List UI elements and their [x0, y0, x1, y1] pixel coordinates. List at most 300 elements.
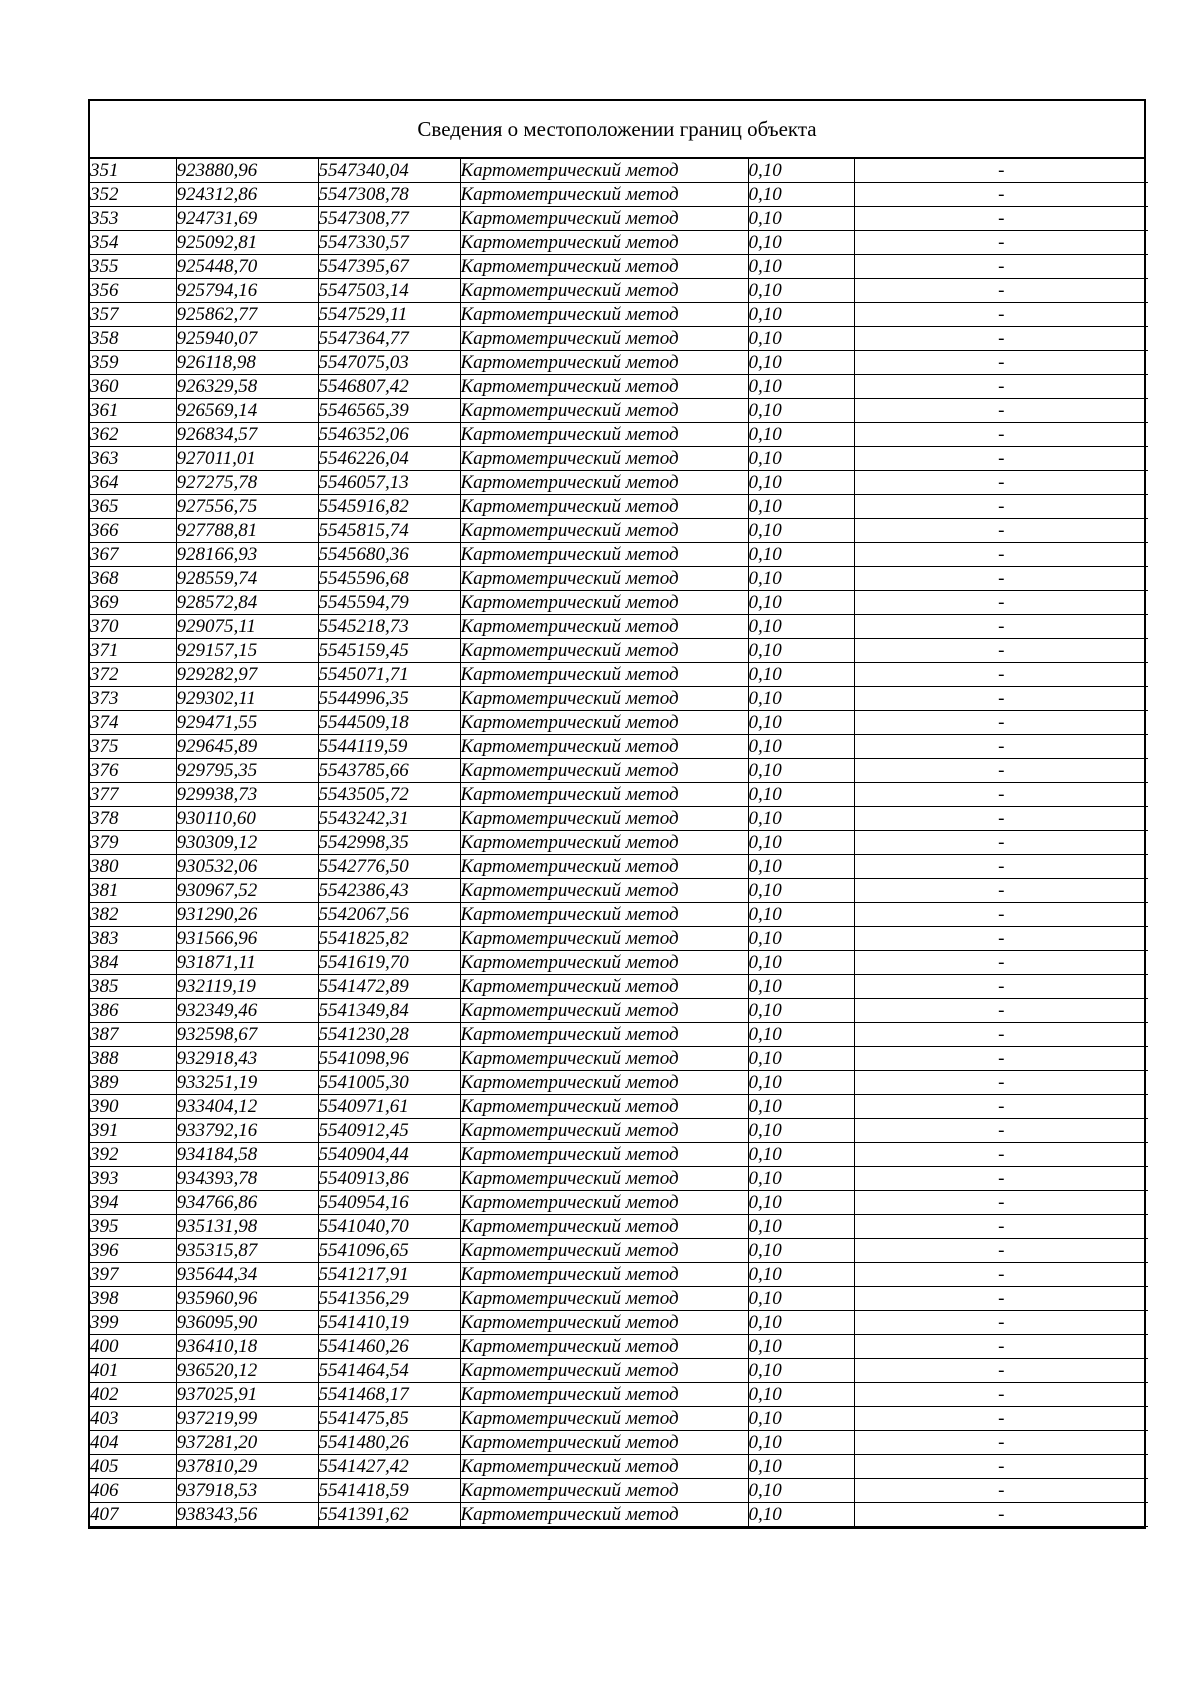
x-coordinate-cell: 925940,07	[176, 327, 318, 351]
description-cell: -	[854, 1503, 1148, 1527]
x-coordinate-cell: 933792,16	[176, 1119, 318, 1143]
description-cell: -	[854, 231, 1148, 255]
point-number-cell: 359	[90, 351, 176, 375]
point-number-cell: 380	[90, 855, 176, 879]
description-cell: -	[854, 1215, 1148, 1239]
description-cell: -	[854, 783, 1148, 807]
table-row	[90, 1359, 1148, 1383]
x-coordinate-cell: 938343,56	[176, 1503, 318, 1527]
y-coordinate-cell: 5543785,66	[318, 759, 460, 783]
accuracy-cell: 0,10	[748, 639, 854, 663]
accuracy-cell: 0,10	[748, 1071, 854, 1095]
method-cell: Картометрический метод	[460, 1167, 748, 1191]
y-coordinate-cell: 5547308,78	[318, 183, 460, 207]
point-number-cell: 385	[90, 975, 176, 999]
x-coordinate-cell: 932119,19	[176, 975, 318, 999]
method-cell: Картометрический метод	[460, 903, 748, 927]
description-cell: -	[854, 1119, 1148, 1143]
description-cell: -	[854, 999, 1148, 1023]
method-cell: Картометрический метод	[460, 1407, 748, 1431]
x-coordinate-cell: 929795,35	[176, 759, 318, 783]
table-row	[90, 951, 1148, 975]
point-number-cell: 373	[90, 687, 176, 711]
point-number-cell: 360	[90, 375, 176, 399]
method-cell: Картометрический метод	[460, 159, 748, 183]
description-cell: -	[854, 759, 1148, 783]
table-row	[90, 495, 1148, 519]
description-cell: -	[854, 423, 1148, 447]
coordinates-table-body	[90, 159, 1148, 1527]
method-cell: Картометрический метод	[460, 1383, 748, 1407]
x-coordinate-cell: 936095,90	[176, 1311, 318, 1335]
y-coordinate-cell: 5540913,86	[318, 1167, 460, 1191]
method-cell: Картометрический метод	[460, 1431, 748, 1455]
x-coordinate-cell: 937219,99	[176, 1407, 318, 1431]
y-coordinate-cell: 5541468,17	[318, 1383, 460, 1407]
y-coordinate-cell: 5543242,31	[318, 807, 460, 831]
y-coordinate-cell: 5547529,11	[318, 303, 460, 327]
point-number-cell: 397	[90, 1263, 176, 1287]
y-coordinate-cell: 5542386,43	[318, 879, 460, 903]
method-cell: Картометрический метод	[460, 1191, 748, 1215]
description-cell: -	[854, 207, 1148, 231]
accuracy-cell: 0,10	[748, 759, 854, 783]
description-cell: -	[854, 159, 1148, 183]
table-row	[90, 399, 1148, 423]
x-coordinate-cell: 929645,89	[176, 735, 318, 759]
y-coordinate-cell: 5547364,77	[318, 327, 460, 351]
x-coordinate-cell: 927275,78	[176, 471, 318, 495]
point-number-cell: 378	[90, 807, 176, 831]
x-coordinate-cell: 925794,16	[176, 279, 318, 303]
accuracy-cell: 0,10	[748, 567, 854, 591]
y-coordinate-cell: 5541619,70	[318, 951, 460, 975]
x-coordinate-cell: 930110,60	[176, 807, 318, 831]
y-coordinate-cell: 5545596,68	[318, 567, 460, 591]
x-coordinate-cell: 935960,96	[176, 1287, 318, 1311]
table-row	[90, 1143, 1148, 1167]
y-coordinate-cell: 5540954,16	[318, 1191, 460, 1215]
method-cell: Картометрический метод	[460, 1023, 748, 1047]
description-cell: -	[854, 591, 1148, 615]
method-cell: Картометрический метод	[460, 759, 748, 783]
x-coordinate-cell: 934184,58	[176, 1143, 318, 1167]
point-number-cell: 371	[90, 639, 176, 663]
description-cell: -	[854, 1047, 1148, 1071]
x-coordinate-cell: 928166,93	[176, 543, 318, 567]
method-cell: Картометрический метод	[460, 1287, 748, 1311]
table-row	[90, 807, 1148, 831]
method-cell: Картометрический метод	[460, 639, 748, 663]
description-cell: -	[854, 1167, 1148, 1191]
accuracy-cell: 0,10	[748, 1143, 854, 1167]
method-cell: Картометрический метод	[460, 663, 748, 687]
description-cell: -	[854, 1071, 1148, 1095]
accuracy-cell: 0,10	[748, 903, 854, 927]
y-coordinate-cell: 5547395,67	[318, 255, 460, 279]
accuracy-cell: 0,10	[748, 951, 854, 975]
x-coordinate-cell: 930967,52	[176, 879, 318, 903]
point-number-cell: 379	[90, 831, 176, 855]
table-row	[90, 183, 1148, 207]
table-row	[90, 1383, 1148, 1407]
table-row	[90, 615, 1148, 639]
y-coordinate-cell: 5541230,28	[318, 1023, 460, 1047]
accuracy-cell: 0,10	[748, 1479, 854, 1503]
table-row	[90, 375, 1148, 399]
method-cell: Картометрический метод	[460, 1119, 748, 1143]
description-cell: -	[854, 1287, 1148, 1311]
method-cell: Картометрический метод	[460, 207, 748, 231]
table-row	[90, 1407, 1148, 1431]
x-coordinate-cell: 936410,18	[176, 1335, 318, 1359]
accuracy-cell: 0,10	[748, 255, 854, 279]
table-row	[90, 711, 1148, 735]
y-coordinate-cell: 5544509,18	[318, 711, 460, 735]
accuracy-cell: 0,10	[748, 327, 854, 351]
x-coordinate-cell: 929938,73	[176, 783, 318, 807]
x-coordinate-cell: 925448,70	[176, 255, 318, 279]
x-coordinate-cell: 933404,12	[176, 1095, 318, 1119]
point-number-cell: 366	[90, 519, 176, 543]
method-cell: Картометрический метод	[460, 351, 748, 375]
accuracy-cell: 0,10	[748, 735, 854, 759]
table-row	[90, 1167, 1148, 1191]
y-coordinate-cell: 5541040,70	[318, 1215, 460, 1239]
method-cell: Картометрический метод	[460, 711, 748, 735]
point-number-cell: 396	[90, 1239, 176, 1263]
description-cell: -	[854, 327, 1148, 351]
x-coordinate-cell: 931290,26	[176, 903, 318, 927]
method-cell: Картометрический метод	[460, 1071, 748, 1095]
accuracy-cell: 0,10	[748, 591, 854, 615]
x-coordinate-cell: 925092,81	[176, 231, 318, 255]
y-coordinate-cell: 5545594,79	[318, 591, 460, 615]
accuracy-cell: 0,10	[748, 1503, 854, 1527]
x-coordinate-cell: 926118,98	[176, 351, 318, 375]
x-coordinate-cell: 933251,19	[176, 1071, 318, 1095]
table-row	[90, 735, 1148, 759]
accuracy-cell: 0,10	[748, 1383, 854, 1407]
accuracy-cell: 0,10	[748, 615, 854, 639]
description-cell: -	[854, 1191, 1148, 1215]
accuracy-cell: 0,10	[748, 1359, 854, 1383]
description-cell: -	[854, 279, 1148, 303]
table-row	[90, 879, 1148, 903]
method-cell: Картометрический метод	[460, 735, 748, 759]
method-cell: Картометрический метод	[460, 999, 748, 1023]
y-coordinate-cell: 5541005,30	[318, 1071, 460, 1095]
accuracy-cell: 0,10	[748, 279, 854, 303]
x-coordinate-cell: 930532,06	[176, 855, 318, 879]
table-row	[90, 159, 1148, 183]
description-cell: -	[854, 351, 1148, 375]
point-number-cell: 388	[90, 1047, 176, 1071]
x-coordinate-cell: 937281,20	[176, 1431, 318, 1455]
table-row	[90, 1119, 1148, 1143]
table-row	[90, 447, 1148, 471]
accuracy-cell: 0,10	[748, 1335, 854, 1359]
point-number-cell: 393	[90, 1167, 176, 1191]
method-cell: Картометрический метод	[460, 1455, 748, 1479]
y-coordinate-cell: 5541418,59	[318, 1479, 460, 1503]
method-cell: Картометрический метод	[460, 447, 748, 471]
point-number-cell: 395	[90, 1215, 176, 1239]
method-cell: Картометрический метод	[460, 567, 748, 591]
accuracy-cell: 0,10	[748, 495, 854, 519]
y-coordinate-cell: 5542776,50	[318, 855, 460, 879]
y-coordinate-cell: 5541349,84	[318, 999, 460, 1023]
point-number-cell: 351	[90, 159, 176, 183]
description-cell: -	[854, 663, 1148, 687]
y-coordinate-cell: 5540904,44	[318, 1143, 460, 1167]
accuracy-cell: 0,10	[748, 927, 854, 951]
accuracy-cell: 0,10	[748, 1263, 854, 1287]
accuracy-cell: 0,10	[748, 1095, 854, 1119]
table-row	[90, 903, 1148, 927]
description-cell: -	[854, 567, 1148, 591]
y-coordinate-cell: 5541098,96	[318, 1047, 460, 1071]
coordinates-table	[90, 159, 1148, 1527]
y-coordinate-cell: 5546352,06	[318, 423, 460, 447]
description-cell: -	[854, 1263, 1148, 1287]
accuracy-cell: 0,10	[748, 303, 854, 327]
table-row	[90, 1071, 1148, 1095]
point-number-cell: 352	[90, 183, 176, 207]
x-coordinate-cell: 937810,29	[176, 1455, 318, 1479]
description-cell: -	[854, 1359, 1148, 1383]
point-number-cell: 361	[90, 399, 176, 423]
method-cell: Картометрический метод	[460, 543, 748, 567]
x-coordinate-cell: 926329,58	[176, 375, 318, 399]
accuracy-cell: 0,10	[748, 999, 854, 1023]
description-cell: -	[854, 255, 1148, 279]
accuracy-cell: 0,10	[748, 1407, 854, 1431]
y-coordinate-cell: 5545680,36	[318, 543, 460, 567]
y-coordinate-cell: 5547330,57	[318, 231, 460, 255]
y-coordinate-cell: 5542998,35	[318, 831, 460, 855]
point-number-cell: 363	[90, 447, 176, 471]
point-number-cell: 374	[90, 711, 176, 735]
boundary-table-sheet	[88, 99, 1146, 1529]
description-cell: -	[854, 375, 1148, 399]
method-cell: Картометрический метод	[460, 1311, 748, 1335]
x-coordinate-cell: 931871,11	[176, 951, 318, 975]
method-cell: Картометрический метод	[460, 855, 748, 879]
description-cell: -	[854, 615, 1148, 639]
x-coordinate-cell: 928559,74	[176, 567, 318, 591]
accuracy-cell: 0,10	[748, 1215, 854, 1239]
accuracy-cell: 0,10	[748, 1311, 854, 1335]
accuracy-cell: 0,10	[748, 1431, 854, 1455]
point-number-cell: 357	[90, 303, 176, 327]
x-coordinate-cell: 927788,81	[176, 519, 318, 543]
description-cell: -	[854, 1239, 1148, 1263]
description-cell: -	[854, 471, 1148, 495]
table-row	[90, 1215, 1148, 1239]
point-number-cell: 354	[90, 231, 176, 255]
table-row	[90, 1335, 1148, 1359]
x-coordinate-cell: 929302,11	[176, 687, 318, 711]
accuracy-cell: 0,10	[748, 663, 854, 687]
accuracy-cell: 0,10	[748, 1047, 854, 1071]
x-coordinate-cell: 926834,57	[176, 423, 318, 447]
y-coordinate-cell: 5546565,39	[318, 399, 460, 423]
point-number-cell: 358	[90, 327, 176, 351]
description-cell: -	[854, 399, 1148, 423]
table-row	[90, 351, 1148, 375]
y-coordinate-cell: 5547503,14	[318, 279, 460, 303]
point-number-cell: 355	[90, 255, 176, 279]
x-coordinate-cell: 924312,86	[176, 183, 318, 207]
point-number-cell: 376	[90, 759, 176, 783]
x-coordinate-cell: 927011,01	[176, 447, 318, 471]
table-row	[90, 1047, 1148, 1071]
point-number-cell: 391	[90, 1119, 176, 1143]
y-coordinate-cell: 5541460,26	[318, 1335, 460, 1359]
y-coordinate-cell: 5541480,26	[318, 1431, 460, 1455]
accuracy-cell: 0,10	[748, 855, 854, 879]
point-number-cell: 383	[90, 927, 176, 951]
accuracy-cell: 0,10	[748, 351, 854, 375]
accuracy-cell: 0,10	[748, 975, 854, 999]
method-cell: Картометрический метод	[460, 1335, 748, 1359]
method-cell: Картометрический метод	[460, 471, 748, 495]
x-coordinate-cell: 925862,77	[176, 303, 318, 327]
x-coordinate-cell: 927556,75	[176, 495, 318, 519]
accuracy-cell: 0,10	[748, 543, 854, 567]
description-cell: -	[854, 1479, 1148, 1503]
x-coordinate-cell: 935315,87	[176, 1239, 318, 1263]
accuracy-cell: 0,10	[748, 879, 854, 903]
table-row	[90, 759, 1148, 783]
x-coordinate-cell: 930309,12	[176, 831, 318, 855]
method-cell: Картометрический метод	[460, 879, 748, 903]
point-number-cell: 401	[90, 1359, 176, 1383]
method-cell: Картометрический метод	[460, 807, 748, 831]
point-number-cell: 372	[90, 663, 176, 687]
x-coordinate-cell: 924731,69	[176, 207, 318, 231]
table-title: Сведения о местоположении границ объекта	[90, 101, 1144, 159]
x-coordinate-cell: 928572,84	[176, 591, 318, 615]
point-number-cell: 364	[90, 471, 176, 495]
accuracy-cell: 0,10	[748, 1191, 854, 1215]
y-coordinate-cell: 5540971,61	[318, 1095, 460, 1119]
method-cell: Картометрический метод	[460, 1263, 748, 1287]
accuracy-cell: 0,10	[748, 207, 854, 231]
y-coordinate-cell: 5544119,59	[318, 735, 460, 759]
description-cell: -	[854, 1431, 1148, 1455]
table-row	[90, 543, 1148, 567]
table-row	[90, 423, 1148, 447]
method-cell: Картометрический метод	[460, 927, 748, 951]
point-number-cell: 375	[90, 735, 176, 759]
method-cell: Картометрический метод	[460, 1479, 748, 1503]
description-cell: -	[854, 711, 1148, 735]
method-cell: Картометрический метод	[460, 327, 748, 351]
description-cell: -	[854, 1407, 1148, 1431]
accuracy-cell: 0,10	[748, 783, 854, 807]
method-cell: Картометрический метод	[460, 591, 748, 615]
y-coordinate-cell: 5547075,03	[318, 351, 460, 375]
method-cell: Картометрический метод	[460, 1095, 748, 1119]
description-cell: -	[854, 879, 1148, 903]
point-number-cell: 368	[90, 567, 176, 591]
accuracy-cell: 0,10	[748, 231, 854, 255]
y-coordinate-cell: 5547340,04	[318, 159, 460, 183]
description-cell: -	[854, 519, 1148, 543]
method-cell: Картометрический метод	[460, 783, 748, 807]
description-cell: -	[854, 903, 1148, 927]
point-number-cell: 382	[90, 903, 176, 927]
y-coordinate-cell: 5545815,74	[318, 519, 460, 543]
method-cell: Картометрический метод	[460, 831, 748, 855]
method-cell: Картометрический метод	[460, 975, 748, 999]
table-row	[90, 591, 1148, 615]
method-cell: Картометрический метод	[460, 1047, 748, 1071]
table-row	[90, 1239, 1148, 1263]
table-row	[90, 687, 1148, 711]
point-number-cell: 381	[90, 879, 176, 903]
point-number-cell: 367	[90, 543, 176, 567]
x-coordinate-cell: 931566,96	[176, 927, 318, 951]
table-row	[90, 1095, 1148, 1119]
x-coordinate-cell: 934393,78	[176, 1167, 318, 1191]
point-number-cell: 402	[90, 1383, 176, 1407]
table-row	[90, 327, 1148, 351]
point-number-cell: 362	[90, 423, 176, 447]
table-row	[90, 255, 1148, 279]
x-coordinate-cell: 934766,86	[176, 1191, 318, 1215]
accuracy-cell: 0,10	[748, 1119, 854, 1143]
y-coordinate-cell: 5545916,82	[318, 495, 460, 519]
description-cell: -	[854, 495, 1148, 519]
table-row	[90, 831, 1148, 855]
accuracy-cell: 0,10	[748, 1023, 854, 1047]
accuracy-cell: 0,10	[748, 1239, 854, 1263]
description-cell: -	[854, 1383, 1148, 1407]
y-coordinate-cell: 5547308,77	[318, 207, 460, 231]
point-number-cell: 356	[90, 279, 176, 303]
method-cell: Картометрический метод	[460, 951, 748, 975]
y-coordinate-cell: 5545159,45	[318, 639, 460, 663]
x-coordinate-cell: 929075,11	[176, 615, 318, 639]
description-cell: -	[854, 735, 1148, 759]
point-number-cell: 377	[90, 783, 176, 807]
table-row	[90, 567, 1148, 591]
accuracy-cell: 0,10	[748, 1287, 854, 1311]
point-number-cell: 369	[90, 591, 176, 615]
table-row	[90, 231, 1148, 255]
accuracy-cell: 0,10	[748, 399, 854, 423]
description-cell: -	[854, 1023, 1148, 1047]
y-coordinate-cell: 5544996,35	[318, 687, 460, 711]
point-number-cell: 389	[90, 1071, 176, 1095]
x-coordinate-cell: 932918,43	[176, 1047, 318, 1071]
y-coordinate-cell: 5543505,72	[318, 783, 460, 807]
y-coordinate-cell: 5541464,54	[318, 1359, 460, 1383]
method-cell: Картометрический метод	[460, 375, 748, 399]
x-coordinate-cell: 926569,14	[176, 399, 318, 423]
x-coordinate-cell: 929471,55	[176, 711, 318, 735]
accuracy-cell: 0,10	[748, 1455, 854, 1479]
table-row	[90, 999, 1148, 1023]
description-cell: -	[854, 975, 1148, 999]
y-coordinate-cell: 5541410,19	[318, 1311, 460, 1335]
accuracy-cell: 0,10	[748, 519, 854, 543]
table-row	[90, 1455, 1148, 1479]
accuracy-cell: 0,10	[748, 375, 854, 399]
